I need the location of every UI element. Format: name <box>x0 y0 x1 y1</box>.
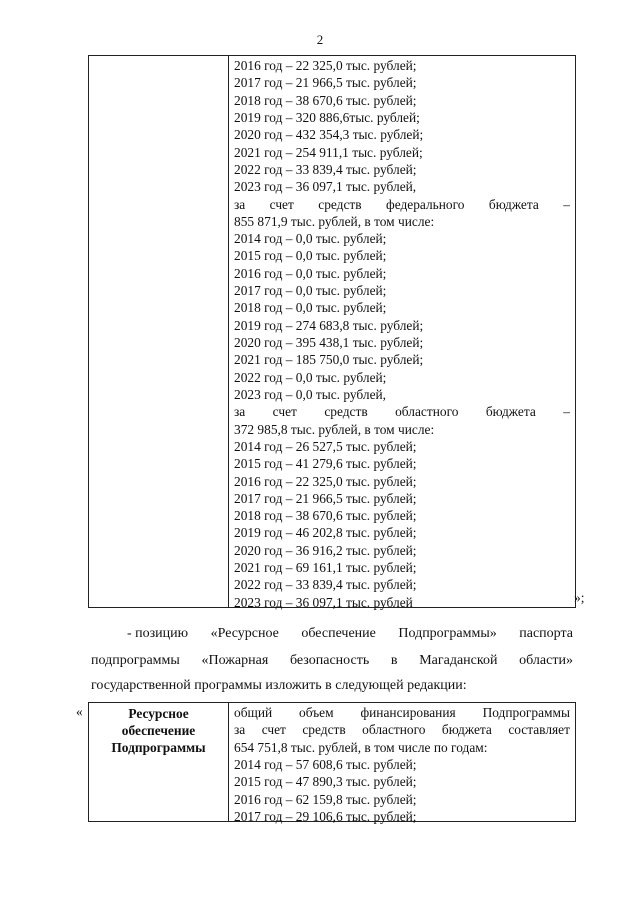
paragraph-word: обеспечение <box>301 626 376 641</box>
heading-word: за <box>234 196 246 212</box>
intro-word: областного <box>362 722 426 738</box>
paragraph-line-3: государственной программы изложить в следующей редакции: <box>91 678 467 693</box>
regional-budget-heading <box>234 403 570 420</box>
resource-provision-label <box>89 705 228 756</box>
intro-word: бюджета <box>441 722 492 738</box>
paragraph-word: безопасность <box>289 653 370 668</box>
intro-word: составляет <box>508 722 570 738</box>
intro-word: счет <box>261 722 286 738</box>
heading-word: счет <box>269 196 294 212</box>
intro-word: финансирования <box>360 705 456 720</box>
regional-line: 2023 год – 36 097,1 тыс. рублей <box>234 594 413 610</box>
paragraph-word: области» <box>519 653 573 668</box>
intro-word: Подпрограммы <box>482 705 570 720</box>
intro-word: средств <box>302 722 346 738</box>
funding-line: 2017 год – 21 966,5 тыс. рублей; <box>234 75 417 91</box>
intro-line-1 <box>234 704 570 721</box>
heading-word: бюджета <box>488 196 539 212</box>
regional-line: 2016 год – 22 325,0 тыс. рублей; <box>234 473 417 489</box>
funding-line: 2018 год – 38 670,6 тыс. рублей; <box>234 92 417 108</box>
heading-word: бюджета <box>485 404 536 420</box>
federal-line: 2017 год – 0,0 тыс. рублей; <box>234 283 387 299</box>
paragraph-word: - позицию <box>127 626 189 641</box>
intro-word: объем <box>299 705 334 720</box>
paragraph-word: в <box>390 653 398 668</box>
heading-word: областного <box>395 404 459 420</box>
funding-table-continued <box>88 55 576 608</box>
heading-word: средств <box>324 404 368 420</box>
resource-provision-text <box>234 704 570 825</box>
paragraph-word: Магаданской <box>419 653 498 668</box>
federal-line: 2018 год – 0,0 тыс. рублей; <box>234 300 387 316</box>
federal-line: 2015 год – 0,0 тыс. рублей; <box>234 248 387 264</box>
label-line: обеспечение <box>121 723 196 738</box>
year-line: 2017 год – 29 106,6 тыс. рублей; <box>234 808 417 824</box>
paragraph-word: подпрограммы <box>91 653 180 668</box>
intro-line-3: 654 751,8 тыс. рублей, в том числе по годам: <box>234 739 488 755</box>
opening-quote: « <box>76 704 83 719</box>
closing-quote: »; <box>574 590 585 605</box>
funding-line: 2021 год – 254 911,1 тыс. рублей; <box>234 144 423 160</box>
intro-word: за <box>234 722 246 738</box>
label-line: Ресурсное <box>128 706 189 721</box>
federal-line: 2021 год – 185 750,0 тыс. рублей; <box>234 352 424 368</box>
funding-line: 2022 год – 33 839,4 тыс. рублей; <box>234 161 417 177</box>
paragraph-line-1 <box>127 626 573 642</box>
regional-line: 2020 год – 36 916,2 тыс. рублей; <box>234 542 417 558</box>
heading-word: – <box>563 404 570 420</box>
intro-word: общий <box>234 705 273 720</box>
regional-line: 2014 год – 26 527,5 тыс. рублей; <box>234 438 417 454</box>
federal-line: 2014 год – 0,0 тыс. рублей; <box>234 231 387 247</box>
heading-word: счет <box>272 404 297 420</box>
federal-line: 2016 год – 0,0 тыс. рублей; <box>234 265 387 281</box>
intro-line-2 <box>234 721 570 738</box>
funding-line: 2023 год – 36 097,1 тыс. рублей, <box>234 179 417 195</box>
heading-word: средств <box>318 196 362 212</box>
funding-line: 2016 год – 22 325,0 тыс. рублей; <box>234 58 417 73</box>
regional-line: 2015 год – 41 279,6 тыс. рублей; <box>234 456 417 472</box>
regional-line: 2022 год – 33 839,4 тыс. рублей; <box>234 577 417 593</box>
table-column-divider <box>228 56 229 607</box>
regional-line: 2018 год – 38 670,6 тыс. рублей; <box>234 508 417 524</box>
paragraph-word: «Ресурсное <box>210 626 279 641</box>
regional-line: 2017 год – 21 966,5 тыс. рублей; <box>234 490 417 506</box>
year-line: 2016 год – 62 159,8 тыс. рублей; <box>234 791 417 807</box>
regional-line: 2019 год – 46 202,8 тыс. рублей; <box>234 525 417 541</box>
heading-word: за <box>234 404 246 420</box>
funding-line: 2019 год – 320 886,6тыс. рублей; <box>234 109 420 125</box>
year-line: 2014 год – 57 608,6 тыс. рублей; <box>234 756 417 772</box>
table-column-divider <box>228 703 229 821</box>
federal-budget-heading <box>234 196 570 213</box>
federal-line: 2022 год – 0,0 тыс. рублей; <box>234 369 387 385</box>
regional-budget-total: 372 985,8 тыс. рублей, в том числе: <box>234 421 435 437</box>
federal-line: 2019 год – 274 683,8 тыс. рублей; <box>234 317 424 333</box>
federal-budget-total: 855 871,9 тыс. рублей, в том числе: <box>234 213 435 229</box>
funding-line: 2020 год – 432 354,3 тыс. рублей; <box>234 127 424 143</box>
regional-line: 2021 год – 69 161,1 тыс. рублей; <box>234 560 417 576</box>
funding-text-cell <box>234 57 570 611</box>
federal-line: 2023 год – 0,0 тыс. рублей, <box>234 386 387 402</box>
paragraph-word: «Пожарная <box>201 653 269 668</box>
resource-provision-table <box>88 702 576 822</box>
paragraph-word: Подпрограммы» <box>398 626 497 641</box>
page-number: 2 <box>316 32 324 47</box>
heading-word: – <box>563 196 570 212</box>
heading-word: федерального <box>386 196 465 212</box>
paragraph-line-2 <box>91 653 573 669</box>
paragraph-word: паспорта <box>519 626 573 641</box>
year-line: 2015 год – 47 890,3 тыс. рублей; <box>234 774 417 790</box>
label-line: Подпрограммы <box>111 740 206 755</box>
federal-line: 2020 год – 395 438,1 тыс. рублей; <box>234 335 424 350</box>
